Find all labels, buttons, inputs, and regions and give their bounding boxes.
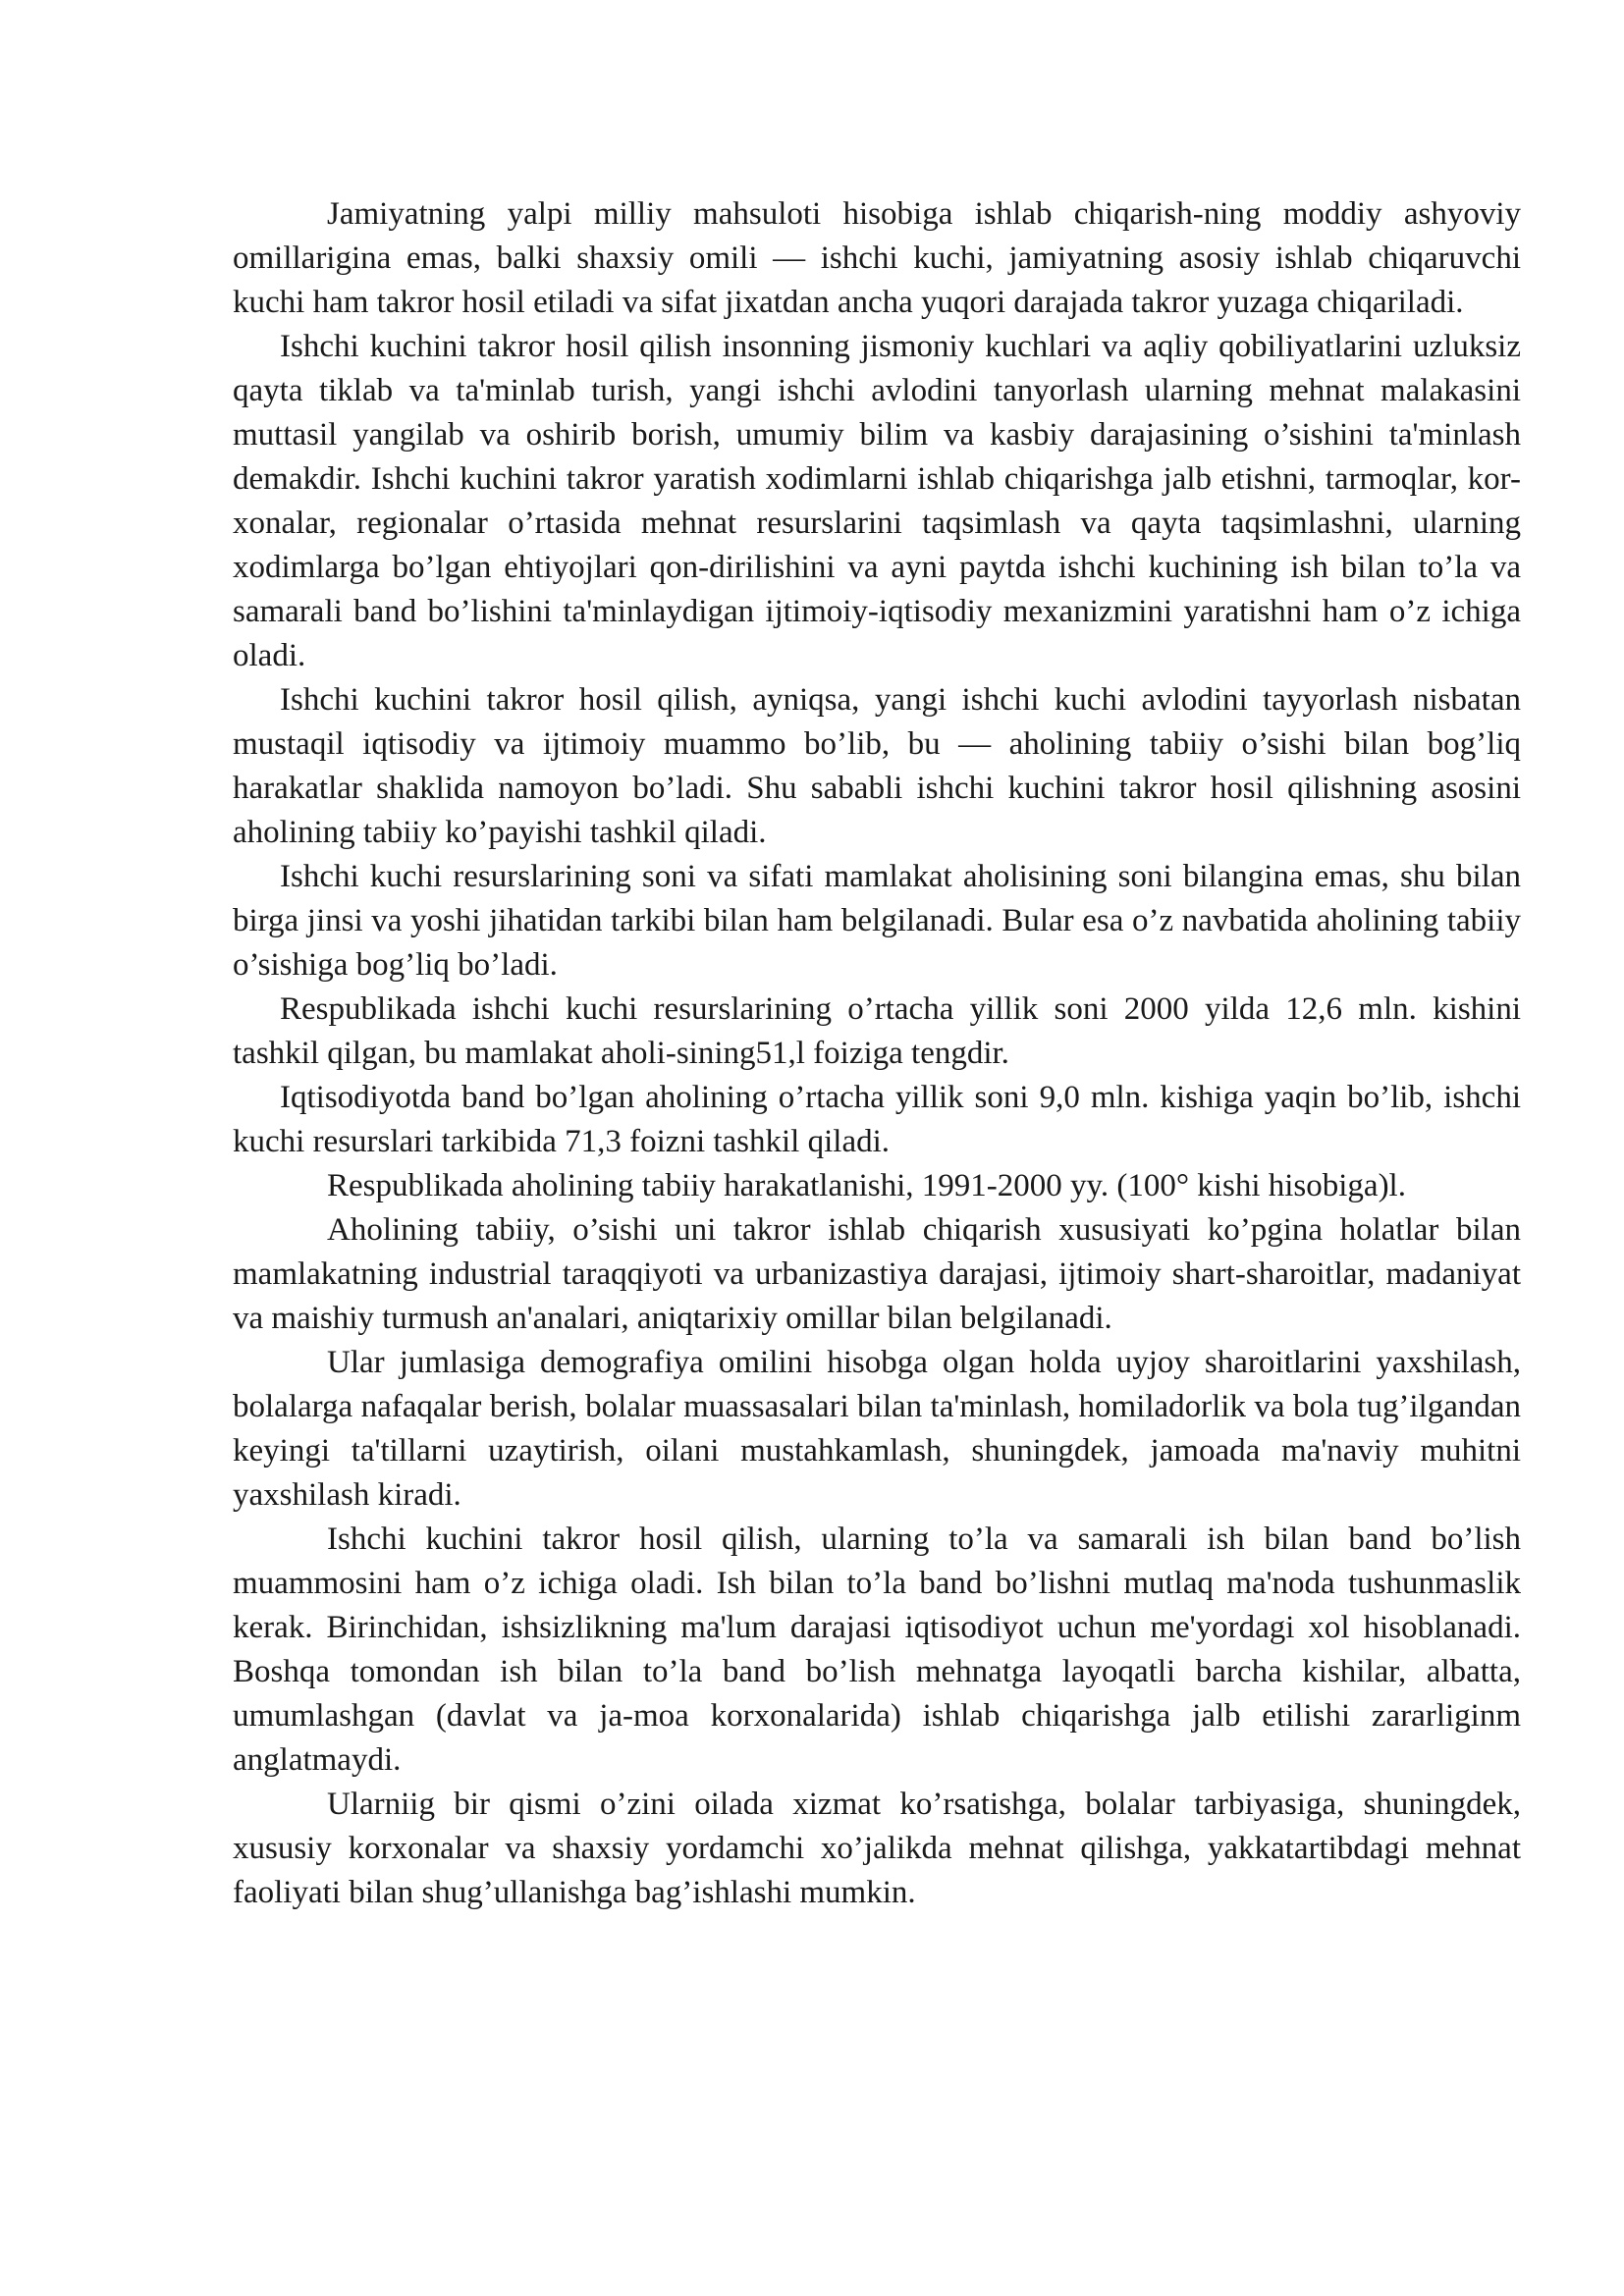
- paragraph-7: Aholining tabiiy, o’sishi uni takror ishlab chiqarish xususiyati ko’pgina holatlar bilan mamlakatning industrial taraqqiyoti va urbanizastiya darajasi, ijtimoiy shart-sharoitlar, madaniyat va maishiy turmush an'analari, aniqtarixiy omillar bilan belgilanadi.: [233, 1212, 1521, 1336]
- paragraph-4: Ishchi kuchi resurslarining soni va sifati mamlakat aholisining soni bilangina emas, shu bilan birga jinsi va yoshi jihatidan tarkibi bilan ham belgilanadi. Bular esa o’z navbatida aholining tabiiy o’sishiga bog’liq bo’ladi.: [233, 859, 1521, 983]
- paragraph-2: Ishchi kuchini takror hosil qilish insonning jismoniy kuchlari va aqliy qobiliyatlarini uzluksiz qayta tiklab va ta'minlab turish, yangi ishchi avlodini tanyorlash ularning mehnat malakasini muttasil yangilab va oshirib borish, umumiy bilim va kasbiy darajasining o’sishini ta'minlash demakdir. Ishchi kuchini takror yaratish xodimlarni ishlab chiqarishga jalb etishni, tarmoqlar, kor-xonalar, regionalar o’rtasida mehnat resurslarini taqsimlash va qayta taqsimlashni, ularning xodimlarga bo’lgan ehtiyojlari qon-dirilishini va ayni paytda ishchi kuchining ish bilan to’la va samarali band bo’lishini ta'minlaydigan ijtimoiy-iqtisodiy mexanizmini yaratishni ham o’z ichiga oladi.: [233, 329, 1521, 673]
- paragraph-9: Ishchi kuchini takror hosil qilish, ularning to’la va samarali ish bilan band bo’lish muammosini ham o’z ichiga oladi. Ish bilan to’la band bo’lishni mutlaq ma'noda tushunmaslik kerak. Birinchidan, ishsizlikning ma'lum darajasi iqtisodiyot uchun me'yordagi xol hisoblanadi. Boshqa tomondan ish bilan to’la band bo’lish mehnatga layoqatli barcha kishilar, albatta, umumlashgan (davlat va ja-moa korxonalarida) ishlab chiqarishga jalb etilishi zararliginm anglatmaydi.: [233, 1522, 1521, 1778]
- paragraph-10: Ularniig bir qismi o’zini oilada xizmat ko’rsatishga, bolalar tarbiyasiga, shuningdek, xususiy korxonalar va shaxsiy yordamchi xo’jalikda mehnat qilishga, yakkatartibdagi mehnat faoliyati bilan shug’ullanishga bag’ishlashi mumkin.: [233, 1787, 1521, 1910]
- paragraph-8: Ular jumlasiga demografiya omilini hisobga olgan holda uyjoy sharoitlarini yaxshilash, bolalarga nafaqalar berish, bolalar muassasalari bilan ta'minlash, homiladorlik va bola tug’ilgandan keyingi ta'tillarni uzaytirish, oilani mustahkamlash, shuningdek, jamoada ma'naviy muhitni yaxshilash kiradi.: [233, 1345, 1521, 1513]
- paragraph-5: Respublikada ishchi kuchi resurslarining o’rtacha yillik soni 2000 yilda 12,6 mln. kishini tashkil qilgan, bu mamlakat aholi-sining51,l foiziga tengdir.: [233, 991, 1521, 1071]
- paragraph-6: Iqtisodiyotda band bo’lgan aholining o’rtacha yillik soni 9,0 mln. kishiga yaqin bo’lib, ishchi kuchi resurslari tarkibida 71,3 foizni tashkil qiladi.: [233, 1080, 1521, 1159]
- paragraph-1: Jamiyatning yalpi milliy mahsuloti hisobiga ishlab chiqarish-ning moddiy ashyoviy omillarigina emas, balki shaxsiy omili — ishchi kuchi, jamiyatning asosiy ishlab chiqaruvchi kuchi ham takror hosil etiladi va sifat jixatdan ancha yuqori darajada takror yuzaga chiqariladi.: [233, 196, 1521, 320]
- paragraph-3: Ishchi kuchini takror hosil qilish, ayniqsa, yangi ishchi kuchi avlodini tayyorlash nisbatan mustaqil iqtisodiy va ijtimoiy muammo bo’lib, bu — aholining tabiiy o’sishi bilan bog’liq harakatlar shaklida namoyon bo’ladi. Shu sababli ishchi kuchini takror hosil qilishning asosini aholining tabiiy ko’payishi tashkil qiladi.: [233, 682, 1521, 850]
- table-caption: Respublikada aholining tabiiy harakatlanishi, 1991-2000 yy. (100° kishi hisobiga)l.: [327, 1168, 1406, 1203]
- document-body: [233, 192, 1521, 1915]
